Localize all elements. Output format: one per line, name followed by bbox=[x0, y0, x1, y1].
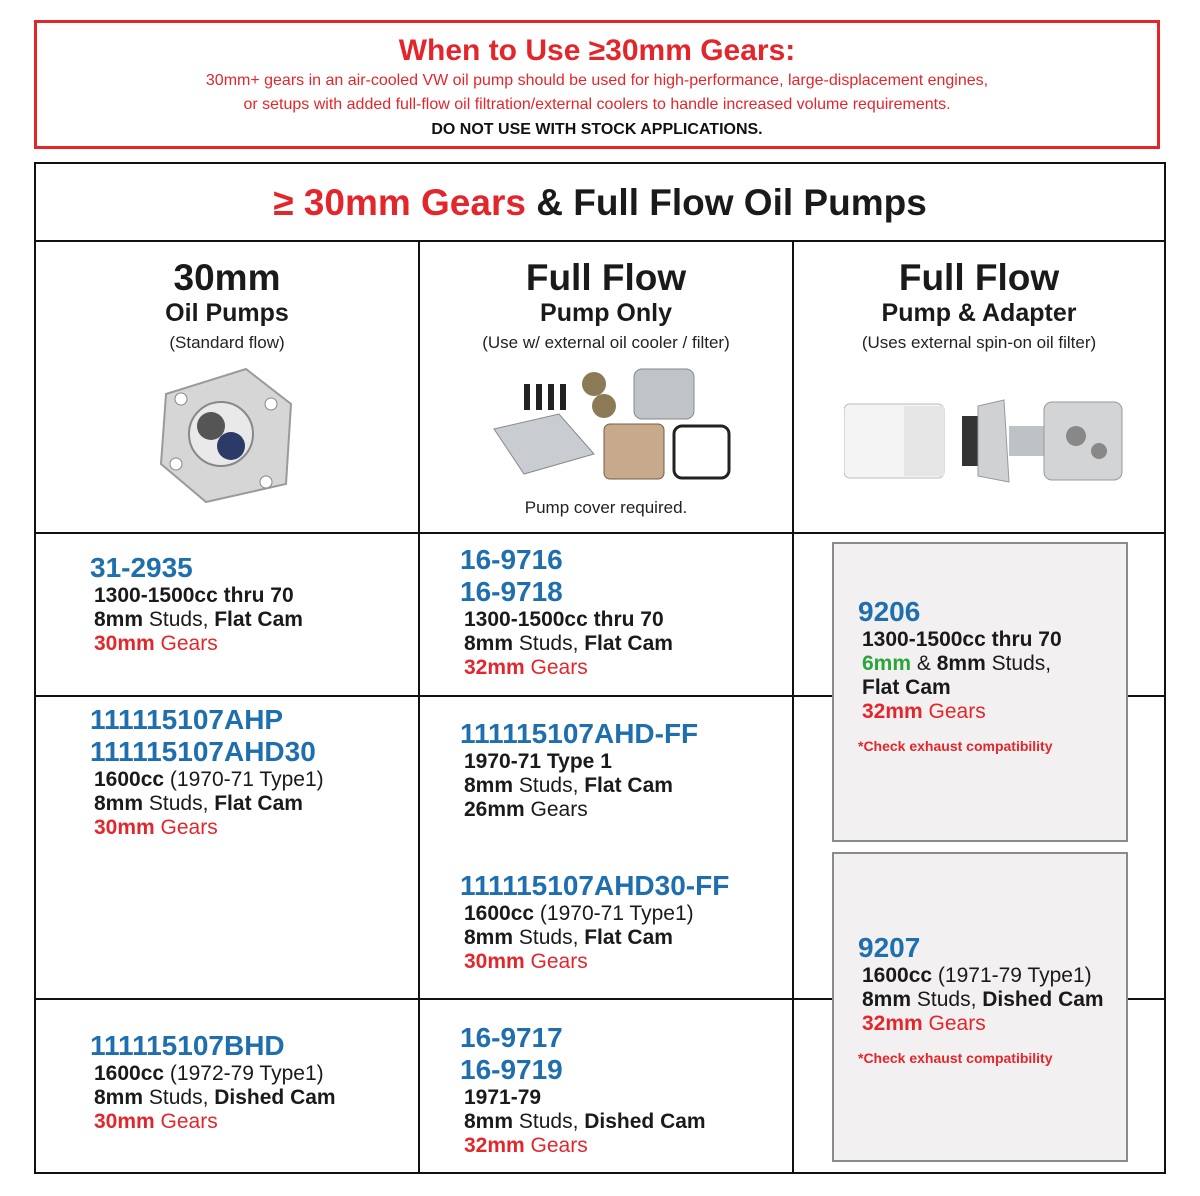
table-title-red: ≥ 30mm Gears bbox=[273, 182, 526, 223]
column-header-30mm: 30mm Oil Pumps (Standard flow) bbox=[165, 257, 289, 352]
pump-cover-caption: Pump cover required. bbox=[524, 498, 688, 517]
warning-line-1: 30mm+ gears in an air-cooled VW oil pump should be used for high-performance, large-displacement engines, bbox=[205, 72, 989, 89]
warning-line-2: or setups with added full-flow oil filtration/external coolers to handle increased volume requirements. bbox=[243, 96, 951, 113]
table-title-rest: & Full Flow Oil Pumps bbox=[525, 182, 927, 223]
column-header-pump-adapter: Full Flow Pump & Adapter (Uses external spin-on oil filter) bbox=[861, 257, 1097, 352]
product-box-9207: 9207 1600cc (1971-79 Type1) 8mm Studs, Dished Cam 32mm Gears *Check exhaust compatibility bbox=[832, 852, 1128, 1162]
product-111115107AHD30-FF: 111115107AHD30-FF 1600cc (1970-71 Type1) 8mm Studs, Flat Cam 30mm Gears bbox=[460, 870, 730, 973]
product-111115107BHD: 111115107BHD 1600cc (1972-79 Type1) 8mm Studs, Dished Cam 30mm Gears bbox=[90, 1030, 336, 1133]
product-table bbox=[34, 162, 1166, 1174]
product-box-9206: 9206 1300-1500cc thru 70 6mm & 8mm Studs, Flat Cam 32mm Gears *Check exhaust compatibility bbox=[832, 542, 1128, 842]
warning-title: When to Use ≥30mm Gears: bbox=[398, 34, 796, 67]
table-title bbox=[36, 164, 1164, 242]
product-16-9717: 16-9717 16-9719 1971-79 8mm Studs, Dished Cam 32mm Gears bbox=[460, 1022, 706, 1157]
oil-pump-image bbox=[156, 364, 296, 504]
warning-box bbox=[34, 20, 1160, 149]
product-111115107AHD-FF: 111115107AHD-FF 1970-71 Type 1 8mm Studs, Flat Cam 26mm Gears bbox=[460, 718, 699, 821]
product-111115107AHP: 111115107AHP 111115107AHD30 1600cc (1970-71 Type1) 8mm Studs, Flat Cam 30mm Gears bbox=[90, 704, 324, 839]
product-31-2935: 31-2935 1300-1500cc thru 70 8mm Studs, Flat Cam 30mm Gears bbox=[90, 552, 303, 655]
product-16-9716: 16-9716 16-9718 1300-1500cc thru 70 8mm Studs, Flat Cam 32mm Gears bbox=[460, 544, 673, 679]
pump-adapter-image bbox=[844, 396, 1124, 486]
warning-line-3: DO NOT USE WITH STOCK APPLICATIONS. bbox=[431, 121, 763, 138]
full-flow-kit-image bbox=[484, 364, 734, 484]
column-header-pump-only: Full Flow Pump Only (Use w/ external oil cooler / filter) bbox=[482, 257, 730, 352]
